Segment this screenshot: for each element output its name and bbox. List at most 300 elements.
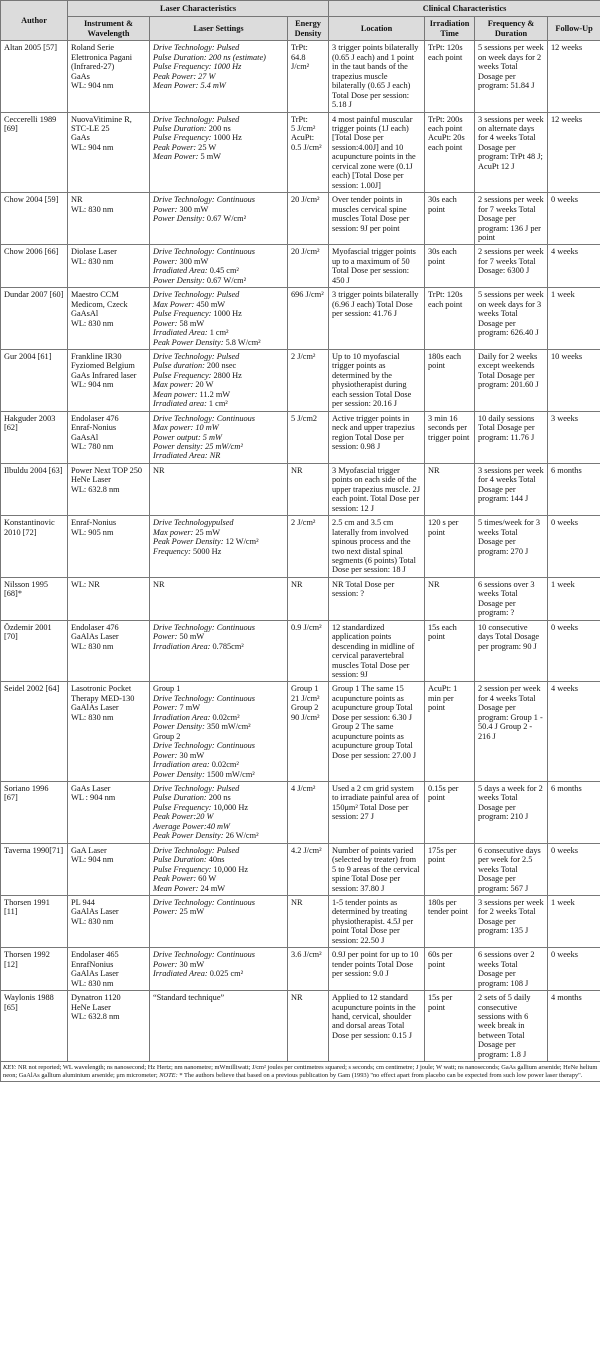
setting-label: Irradiated Area: NR [153,451,221,461]
setting-value: 24 mW [198,883,226,893]
cell-laser-settings [150,288,288,350]
setting-label: Power Density: [153,214,205,224]
cell-irradiation-time: 0.15s per point [425,781,475,843]
setting-label: Power: [153,204,178,214]
setting-label: Irradiated Area: [153,266,208,276]
cell-instrument [68,411,150,463]
setting-label: Max power: [153,527,194,537]
cell-instrument [68,349,150,411]
cell-follow-up: 3 weeks [548,411,600,463]
setting-line [153,812,284,821]
cell-instrument [68,948,150,991]
instrument-line: WL: 904 nm [71,855,114,865]
setting-label: Power: [153,907,178,917]
setting-label: Drive Technology: Continuous [153,741,256,751]
cell-frequency-duration: 3 sessions per week for 2 weeks Total Dosage per program: 135 J [475,895,548,947]
cell-energy-density [288,620,329,682]
energy-line: 0.5 J/cm² [291,142,322,152]
table-row [1,948,600,991]
setting-label: Drive Technologypulsed [153,518,234,528]
cell-laser-settings [150,463,288,515]
setting-value: 1500 mW/cm² [204,769,255,779]
setting-line [153,770,284,779]
setting-value: 200 ns [206,123,231,133]
setting-line [153,822,284,831]
instrument-line: WL: 830 nm [71,712,114,722]
instrument-line: WL: 830 nm [71,318,114,328]
key-text: NR not reported; WL wavelength; ns nanosecond; Hz Hertz; nm nanometre; mWmilliwatt; J/cm² joules per centimetres squared; s seconds; cm centimetre; J joule; W watt; ns nanoseconds; GaAs gallium arsenide; HeNe helium neon; GaAlAs gallium aluminium arsenide; μm micrometer; [3,1064,598,1079]
cell-laser-settings [150,895,288,947]
setting-value: 450 mW [194,299,226,309]
energy-line: 4 J/cm² [291,783,316,793]
energy-line: AcuPt: [291,133,315,143]
instrument-line: GaAsAl [71,432,99,442]
cell-frequency-duration: Daily for 2 weeks except weekends Total Dosage per program: 201.60 J [475,349,548,411]
setting-value: 30 mW [177,750,205,760]
cell-irradiation-time: TrPt: 200s each point AcuPt: 20s each point [425,112,475,193]
setting-line [153,722,284,731]
cell-location: Up to 10 myofascial trigger points as determined by the physiotherapist during each session Total Dose per session: 20.16 J [329,349,425,411]
setting-line [153,803,284,812]
setting-label: Irradiation Area: [153,641,211,651]
instrument-line: Endolaser 476 [71,413,119,423]
table-row [1,349,600,411]
cell-energy-density [288,516,329,578]
setting-line [153,528,284,537]
setting-line [153,319,284,328]
cell-author: Chow 2004 [59] [1,193,68,245]
cell-irradiation-time: 3 min 16 seconds per trigger point [425,411,475,463]
setting-value: 200 ns [206,793,231,803]
setting-line [153,741,284,750]
cell-location: Number of points varied (selected by treater) from 5 to 9 areas of the cervical spine Total Dose per session: 37.80 J [329,843,425,895]
cell-energy-density [288,843,329,895]
setting-line [153,361,284,370]
cell-energy-density [288,991,329,1062]
key-label: KEY: [3,1064,17,1072]
setting-line [153,831,284,840]
instrument-line: WL: 632.8 nm [71,1011,120,1021]
instrument-line: GaAsAl [71,309,99,319]
cell-irradiation-time: 60s per point [425,948,475,991]
cell-instrument [68,288,150,350]
energy-line: Group 2 [291,703,319,713]
cell-follow-up: 4 months [548,991,600,1062]
setting-line [153,751,284,760]
energy-line: 696 J/cm² [291,290,324,300]
setting-label: Pulse Frequency: [153,309,212,319]
table-row [1,895,600,947]
setting-line [153,518,284,527]
setting-label: Drive Technology: Pulsed [153,351,240,361]
setting-value: 58 mW [177,318,205,328]
setting-line [153,214,284,223]
table-row [1,620,600,682]
setting-line [153,451,284,460]
cell-author: Gur 2004 [61] [1,349,68,411]
instrument-line: Roland Serie Elettronica Pagani (Infrared-27) [71,43,133,72]
instrument-line: Frankline IR30 Fyziomed Belgium [71,351,135,371]
cell-instrument [68,843,150,895]
setting-line [153,62,284,71]
setting-line [153,969,284,978]
setting-line [153,414,284,423]
setting-label: Power: [153,632,178,642]
cell-author: Thorsen 1992 [12] [1,948,68,991]
setting-value: 20 W [193,380,214,390]
table-row [1,288,600,350]
instrument-line: GaAlAs Laser [71,632,119,642]
cell-follow-up: 4 weeks [548,245,600,288]
energy-line: Group 1 [291,684,319,694]
setting-value: NR [153,465,165,475]
cell-follow-up: 1 week [548,288,600,350]
setting-label: Drive Technology: Pulsed [153,290,240,300]
instrument-line: WL: 905 nm [71,527,114,537]
cell-follow-up: 1 week [548,895,600,947]
instrument-line: GaAs [71,71,90,81]
cell-irradiation-time: NR [425,577,475,620]
setting-label: Peak Power: [153,874,197,884]
instrument-line: WL: 904 nm [71,380,114,390]
header-laser-settings: Laser Settings [150,17,288,41]
instrument-line: WL: 780 nm [71,442,114,452]
cell-energy-density [288,41,329,112]
cell-irradiation-time: NR [425,463,475,515]
setting-line [153,205,284,214]
table-row [1,463,600,515]
setting-line [153,732,284,741]
cell-location: 0.9J per point for up to 10 tender points Total Dose per session: 9.0 J [329,948,425,991]
setting-label: Peak Power: 27 W [153,71,216,81]
setting-value: NR [153,579,165,589]
note-label: NOTE: [159,1071,178,1079]
cell-laser-settings [150,516,288,578]
cell-follow-up: 0 weeks [548,948,600,991]
cell-instrument [68,577,150,620]
table-body [1,41,600,1062]
setting-line [153,713,284,722]
setting-value: 11.2 mW [197,389,231,399]
cell-laser-settings [150,991,288,1062]
header-instrument: Instrument & Wavelength [68,17,150,41]
header-frequency-duration: Frequency & Duration [475,17,548,41]
setting-label: Power: [153,318,178,328]
cell-location: Used a 2 cm grid system to irradiate painful area of 150μm² Total Dose per session: 27 J [329,781,425,843]
setting-line [153,257,284,266]
setting-line [153,328,284,337]
header-irradiation-time: Irradiation Time [425,17,475,41]
cell-laser-settings [150,948,288,991]
setting-value: 350 mW/cm² [204,722,251,732]
instrument-line: HeNe Laser [71,1002,111,1012]
setting-label: Drive Technology: Pulsed [153,114,240,124]
instrument-line: GaAs [71,133,90,143]
cell-location: Applied to 12 standard acupuncture points in the hand, cervical, shoulder and dorsal areas Total Dose per session: 0.15 J [329,991,425,1062]
setting-line [153,960,284,969]
cell-author: Soriano 1996 [67] [1,781,68,843]
setting-value: 0.025 cm² [207,969,244,979]
cell-laser-settings [150,193,288,245]
energy-line: 4.2 J/cm² [291,845,322,855]
instrument-line: GaA Laser [71,845,107,855]
setting-line [153,390,284,399]
cell-frequency-duration: 2 sessions per week for 7 weeks Total Dosage: 6300 J [475,245,548,288]
setting-label: Drive Technology: Pulsed [153,845,240,855]
setting-label: Power: [153,256,178,266]
energy-line: NR [291,465,303,475]
setting-label: Pulse Frequency: [153,133,212,143]
setting-label: Mean Power: 5.4 mW [153,81,226,91]
header-location: Location [329,17,425,41]
setting-label: Pulse duration: [153,361,205,371]
instrument-line: WL: 830 nm [71,204,114,214]
cell-irradiation-time: AcuPt: 1 min per point [425,682,475,782]
setting-line [153,784,284,793]
cell-instrument [68,781,150,843]
cell-energy-density [288,112,329,193]
cell-frequency-duration: 3 sessions per week for 4 weeks Total Dosage per program: 144 J [475,463,548,515]
setting-label: Mean Power: [153,152,199,162]
cell-follow-up: 0 weeks [548,193,600,245]
setting-value: 5 mW [198,152,221,162]
cell-author: Seidel 2002 [64] [1,682,68,782]
setting-line [153,898,284,907]
setting-line [153,547,284,556]
header-laser-characteristics: Laser Characteristics [68,1,329,17]
table-row [1,991,600,1062]
setting-value: 0.67 W/cm² [204,214,247,224]
setting-label: Peak Power Density: [153,831,224,841]
cell-location: 2.5 cm and 3.5 cm laterally from involved spinous process and the two next distal spinal segments (6 points) Total Dose per session: 18 J [329,516,425,578]
energy-line: 5 J/cm² [291,123,316,133]
setting-label: Max power: [153,380,194,390]
instrument-line: WL: 632.8 nm [71,484,120,494]
setting-line [153,352,284,361]
instrument-line: WL: 830 nm [71,256,114,266]
setting-label: Pulse Frequency: 1000 Hz [153,62,242,72]
setting-label: Drive Technology: Continuous [153,195,256,205]
cell-irradiation-time: 15s each point [425,620,475,682]
cell-irradiation-time: TrPt: 120s each point [425,41,475,112]
table-row [1,193,600,245]
cell-follow-up: 4 weeks [548,682,600,782]
cell-location: 3 Myofascial trigger points on each side of the upper trapezius muscle. 2J each point. Total Dose per session: 12 J [329,463,425,515]
setting-value: 1 cm² [207,328,229,338]
cell-frequency-duration: 10 consecutive days Total Dosage per program: 90 J [475,620,548,682]
setting-label: Irradiated area: [153,399,207,409]
setting-line [153,247,284,256]
table-row [1,843,600,895]
cell-location: Over tender points in muscles cervical spine muscles Total Dose per session: 9J per point [329,193,425,245]
instrument-line: GaAs Laser [71,783,111,793]
note-text: * The authors believe that based on a previous publication by Gam (1993) "no effect apart from placebo can be expected from such low power laser therapy". [179,1071,583,1079]
cell-frequency-duration: 2 sessions per week for 7 weeks Total Dosage per program: 136 J per point [475,193,548,245]
instrument-line: GaAlAs Laser [71,907,119,917]
cell-author: Ilbuldu 2004 [63] [1,463,68,515]
energy-line: 0.9 J/cm² [291,622,322,632]
setting-line [153,143,284,152]
setting-line [153,537,284,546]
setting-label: Pulse Duration: [153,793,207,803]
setting-value: 7 mW [177,703,201,713]
setting-line [153,152,284,161]
setting-value: 1000 Hz [211,309,242,319]
instrument-line: Power Next TOP 250 [71,465,143,475]
cell-author: Taverna 1990[71] [1,843,68,895]
setting-label: Power output: 5 mW [153,432,222,442]
setting-value: 12 W/cm² [223,537,259,547]
setting-label: Frequency: [153,546,191,556]
setting-label: Drive Technology: Continuous [153,950,256,960]
instrument-line: WL: 904 nm [71,81,114,91]
cell-energy-density [288,411,329,463]
energy-line: TrPt: [291,114,308,124]
setting-line [153,950,284,959]
setting-line [153,846,284,855]
setting-line [153,855,284,864]
setting-label: Power Density: [153,769,205,779]
cell-irradiation-time: 30s each point [425,245,475,288]
setting-line [153,684,284,693]
cell-author: Ceccerelli 1989 [69] [1,112,68,193]
cell-follow-up: 10 weeks [548,349,600,411]
cell-location: NR Total Dose per session: ? [329,577,425,620]
setting-label: Irradiation Area: [153,712,211,722]
setting-value: 0.67 W/cm² [204,275,247,285]
setting-line [153,442,284,451]
setting-label: Power: [153,959,178,969]
cell-frequency-duration: 5 times/week for 3 weeks Total Dosage per program: 270 J [475,516,548,578]
setting-label: Drive Technology: Continuous [153,693,256,703]
cell-location: 3 trigger points bilaterally (0.65 J each) and 1 point in the taut bands of the trapezius muscle bilaterally (0.65 J each) Total Dose per session: 5.18 J [329,41,425,112]
cell-instrument [68,245,150,288]
setting-value: 26 W/cm² [223,831,259,841]
table-row [1,41,600,112]
cell-irradiation-time: 120 s per point [425,516,475,578]
setting-line [153,81,284,90]
table-row [1,245,600,288]
setting-value: 0.45 cm² [207,266,239,276]
setting-label: Pulse Frequency: [153,370,212,380]
setting-label: Peak Power Density: [153,337,224,347]
cell-location: 3 trigger points bilaterally (6.96 J each) Total Dose per session: 41.76 J [329,288,425,350]
header-follow-up: Follow-Up [548,17,600,41]
setting-label: Max Power: [153,299,195,309]
cell-author: Thorsen 1991 [11] [1,895,68,947]
instrument-line: PL 944 [71,897,95,907]
cell-instrument [68,41,150,112]
cell-follow-up: 12 weeks [548,112,600,193]
setting-line [153,760,284,769]
setting-label: Irradiated Area: [153,969,208,979]
setting-line [153,115,284,124]
cell-author: Chow 2006 [66] [1,245,68,288]
cell-follow-up: 12 weeks [548,41,600,112]
table-row [1,577,600,620]
cell-irradiation-time: 30s each point [425,193,475,245]
cell-frequency-duration: 2 session per week for 4 weeks Total Dosage per program: Group 1 - 50.4 J Group 2 - 216 J [475,682,548,782]
cell-author: Altan 2005 [57] [1,41,68,112]
cell-instrument [68,516,150,578]
setting-label: Peak Power Density: [153,537,224,547]
setting-line [153,399,284,408]
setting-line [153,865,284,874]
cell-energy-density [288,682,329,782]
cell-frequency-duration: 10 daily sessions Total Dosage per program: 11.76 J [475,411,548,463]
header-energy-density: Energy Density [288,17,329,41]
cell-frequency-duration: 2 sets of 5 daily consecutive sessions with 6 week break in between Total Dosage per program: 1.8 J [475,991,548,1062]
table-row [1,411,600,463]
cell-author: Dundar 2007 [60] [1,288,68,350]
instrument-line: WL : 904 nm [71,793,116,803]
instrument-line: Enraf-Nonius [71,518,117,528]
cell-frequency-duration: 6 consecutive days per week for 2.5 weeks Total Dosage per program: 567 J [475,843,548,895]
cell-irradiation-time: 180s each point [425,349,475,411]
energy-line: 3.6 J/cm² [291,950,322,960]
setting-line [153,371,284,380]
cell-frequency-duration: 5 sessions per week on week days for 3 weeks Total Dosage per program: 626.40 J [475,288,548,350]
energy-line: 21 J/cm² [291,693,320,703]
setting-label: Power Density: [153,722,205,732]
setting-line [153,580,284,589]
cell-laser-settings [150,620,288,682]
table-row [1,516,600,578]
cell-follow-up: 1 week [548,577,600,620]
setting-line [153,266,284,275]
cell-laser-settings [150,781,288,843]
setting-label: Pulse Frequency: [153,864,212,874]
cell-instrument [68,193,150,245]
setting-label: Peak Power: [153,142,197,152]
energy-line: 2 J/cm² [291,351,316,361]
instrument-line: WL: 830 nm [71,916,114,926]
setting-value: 200 nsec [204,361,237,371]
setting-label: Drive Technology: Continuous [153,247,256,257]
cell-laser-settings [150,682,288,782]
setting-label: Power density: 25 mW/cm² [153,442,243,452]
cell-energy-density [288,193,329,245]
cell-frequency-duration: 5 days a week for 2 weeks Total Dosage per program: 210 J [475,781,548,843]
energy-line: 90 J/cm² [291,712,320,722]
energy-line: 20 J/cm² [291,195,320,205]
cell-follow-up: 0 weeks [548,516,600,578]
setting-label: Pulse Duration: [153,123,207,133]
cell-author: Konstantinovic 2010 [72] [1,516,68,578]
table-row [1,112,600,193]
setting-label: Average Power:40 mW [153,821,230,831]
instrument-line: Lasotronic Pocket Therapy MED-130 [71,684,135,703]
setting-value: 25 W [196,142,217,152]
cell-laser-settings [150,112,288,193]
cell-author: Waylonis 1988 [65] [1,991,68,1062]
cell-energy-density [288,577,329,620]
setting-value: “Standard technique” [153,993,225,1003]
header-clinical-characteristics: Clinical Characteristics [329,1,600,17]
cell-irradiation-time: 15s per point [425,991,475,1062]
setting-line [153,380,284,389]
cell-irradiation-time: 175s per point [425,843,475,895]
cell-energy-density [288,895,329,947]
setting-line [153,642,284,651]
header-author: Author [1,1,68,41]
setting-label: Peak Power:20 W [153,812,214,822]
setting-line [153,338,284,347]
setting-line [153,907,284,916]
table-row [1,682,600,782]
setting-value: Group 2 [153,731,181,741]
setting-line [153,43,284,52]
